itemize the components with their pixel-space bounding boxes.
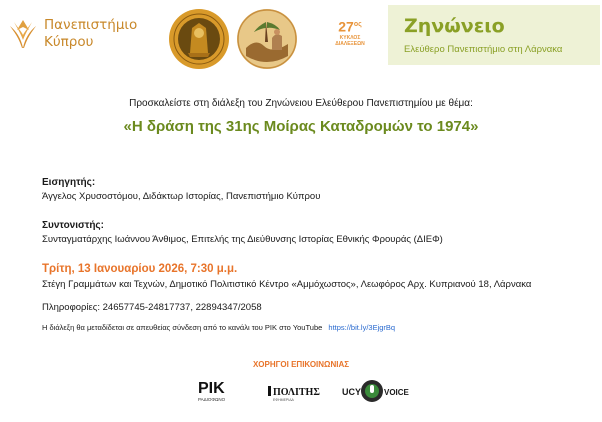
speaker-text: Άγγελος Χρυσοστόμου, Διδάκτωρ Ιστορίας, Πανεπιστήμιο Κύπρου	[42, 191, 321, 202]
zenonio-subtitle: Ελεύθερο Πανεπιστήμιο στη Λάρνακα	[404, 44, 563, 55]
sponsors-title: ΧΟΡΗΓΟΙ ΕΠΙΚΟΙΝΩΝΙΑΣ	[252, 360, 350, 369]
zenonio-banner	[388, 5, 600, 65]
ucy-voice-logo	[342, 376, 409, 406]
zenonio-title: Ζηνώνειο	[404, 15, 505, 37]
youtube-link[interactable]: https://bit.ly/3EjgrBq	[328, 323, 396, 332]
coordinator-label: Συντονιστής:	[42, 220, 104, 231]
rik-radio-logo	[196, 376, 228, 406]
event-venue: Στέγη Γραμμάτων και Τεχνών, Δημοτικό Πολιτιστικό Κέντρο «Αμμόχωστος», Λεωφόρος Αρχ. Κυπριανού 18, Λάρνακα	[42, 279, 532, 290]
university-name: Πανεπιστήμιο Κύπρου	[44, 17, 138, 50]
rik-logo-sub: ΡΑΔΙΟΦΩΝΟ	[198, 397, 226, 402]
rik-logo-text: ΡΙΚ	[198, 380, 225, 397]
broadcast-note: Η διάλεξη θα μεταδίδεται σε απευθείας σύνδεση από το κανάλι του ΡΙΚ στο YouTube https://bit.ly/3EjgrBq	[42, 323, 396, 332]
university-logo-icon	[8, 18, 38, 50]
speaker-label: Εισηγητής:	[42, 177, 96, 188]
lecture-title: «Η δράση της 31ης Μοίρας Καταδρομών το 1974»	[123, 118, 479, 135]
politis-logo-sub: ΕΦΗΜΕΡΙΔΑ	[273, 398, 294, 402]
lecture-cycle-badge: $27^{o\varsigma}$ ΚΥΚΛΟΣ ΔΙΑΛΕΞΕΩΝ	[335, 18, 365, 47]
header	[0, 0, 602, 72]
politis-logo-text: ΠΟΛΙΤΗΣ	[273, 387, 320, 398]
invitation-text: Προσκαλείστε στη διάλεξη του Ζηνώνειου Ελεύθερου Πανεπιστημίου με θέμα:	[129, 98, 473, 109]
politis-newspaper-logo	[266, 376, 332, 406]
municipal-seal-icon	[168, 8, 230, 70]
voice-logo-text: VOICE	[384, 388, 409, 397]
coordinator-text: Συνταγματάρχης Ιωάννου Άνθιμος, Επιτελής της Διεύθυνσης Ιστορίας Εθνικής Φρουράς (ΔΙΕΦ)	[42, 234, 443, 245]
politis-bar-icon	[268, 386, 271, 396]
event-date: Τρίτη, 13 Ιανουαρίου 2026, 7:30 μ.μ.	[42, 263, 238, 275]
zeno-seal-icon	[236, 8, 298, 70]
ucy-logo-text: UCY	[342, 387, 362, 397]
info-phones: Πληροφορίες: 24657745-24817737, 22894347/2058	[42, 302, 262, 313]
